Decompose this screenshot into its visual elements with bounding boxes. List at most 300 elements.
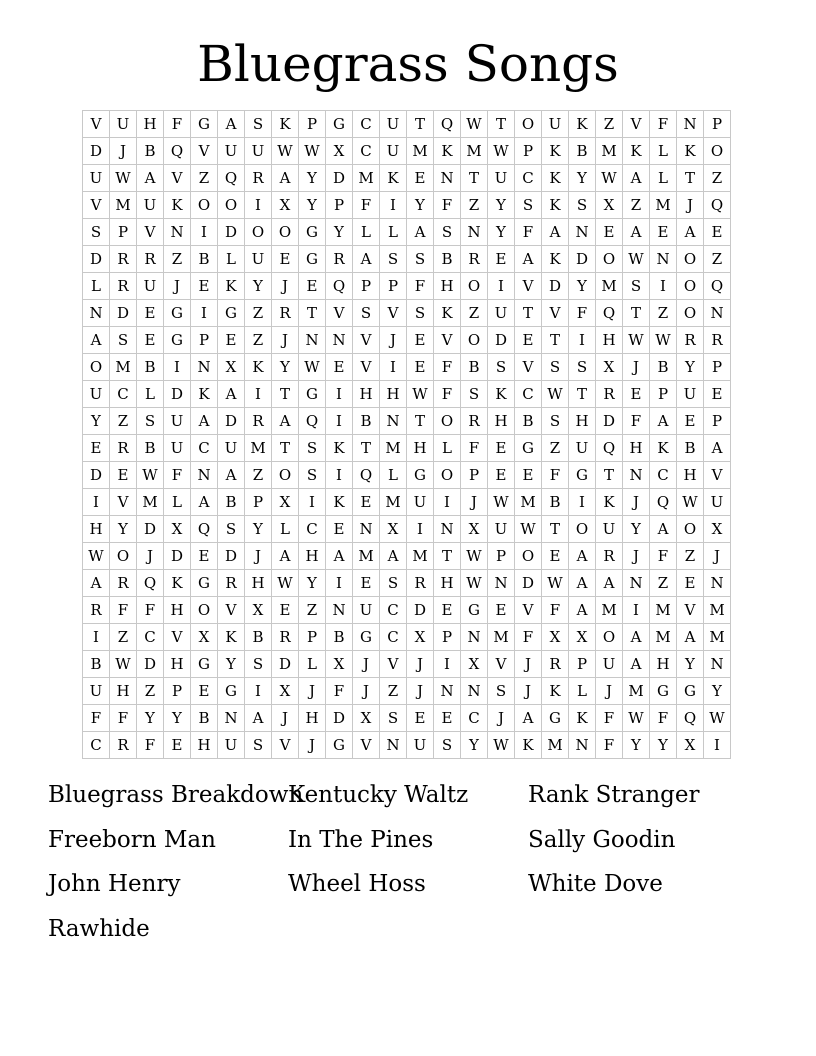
grid-cell: H (407, 435, 434, 462)
grid-cell: F (434, 192, 461, 219)
grid-cell: M (650, 192, 677, 219)
grid-cell: P (191, 327, 218, 354)
grid-cell: E (299, 273, 326, 300)
grid-cell: O (677, 273, 704, 300)
grid-cell: E (488, 435, 515, 462)
grid-cell: C (353, 111, 380, 138)
grid-cell: W (110, 651, 137, 678)
grid-cell: U (245, 246, 272, 273)
grid-cell: I (326, 408, 353, 435)
grid-cell: T (299, 300, 326, 327)
grid-cell: D (218, 543, 245, 570)
grid-cell: I (245, 192, 272, 219)
grid-cell: J (353, 678, 380, 705)
grid-cell: G (650, 678, 677, 705)
grid-cell: I (488, 273, 515, 300)
grid-cell: N (380, 732, 407, 759)
grid-cell: N (326, 597, 353, 624)
grid-cell: S (434, 219, 461, 246)
grid-cell: J (110, 138, 137, 165)
grid-cell: A (218, 381, 245, 408)
grid-cell: L (272, 516, 299, 543)
grid-cell: A (380, 543, 407, 570)
grid-cell: Y (677, 651, 704, 678)
grid-cell: V (272, 732, 299, 759)
word-list-item: Freeborn Man (48, 826, 216, 853)
grid-cell: Z (542, 435, 569, 462)
grid-cell: K (164, 570, 191, 597)
grid-cell: G (299, 219, 326, 246)
grid-cell: W (83, 543, 110, 570)
grid-cell: E (434, 705, 461, 732)
grid-cell: F (461, 435, 488, 462)
grid-cell: X (245, 597, 272, 624)
grid-cell: J (623, 543, 650, 570)
grid-cell: I (326, 381, 353, 408)
grid-cell: E (137, 300, 164, 327)
grid-cell: P (650, 381, 677, 408)
grid-row (83, 678, 731, 705)
grid-cell: U (704, 489, 731, 516)
grid-cell: N (434, 165, 461, 192)
grid-cell: J (380, 327, 407, 354)
grid-row (83, 516, 731, 543)
grid-cell: K (569, 111, 596, 138)
grid-cell: D (83, 246, 110, 273)
grid-cell: T (272, 381, 299, 408)
grid-cell: A (272, 165, 299, 192)
grid-cell: C (137, 624, 164, 651)
grid-cell: J (407, 651, 434, 678)
grid-cell: B (569, 138, 596, 165)
grid-cell: P (434, 624, 461, 651)
grid-cell: W (515, 516, 542, 543)
grid-cell: Z (110, 408, 137, 435)
grid-cell: R (110, 435, 137, 462)
grid-cell: M (353, 165, 380, 192)
grid-cell: R (83, 597, 110, 624)
grid-cell: E (650, 219, 677, 246)
grid-cell: J (137, 543, 164, 570)
grid-row (83, 543, 731, 570)
grid-cell: O (434, 462, 461, 489)
grid-cell: J (164, 273, 191, 300)
grid-cell: L (137, 381, 164, 408)
grid-cell: T (569, 381, 596, 408)
grid-cell: S (137, 408, 164, 435)
grid-cell: U (218, 435, 245, 462)
grid-cell: L (83, 273, 110, 300)
grid-cell: A (542, 219, 569, 246)
grid-cell: E (137, 327, 164, 354)
grid-cell: U (407, 489, 434, 516)
grid-cell: C (380, 624, 407, 651)
grid-row (83, 246, 731, 273)
word-list-item: Rank Stranger (528, 782, 700, 808)
grid-cell: J (623, 489, 650, 516)
grid-cell: O (704, 138, 731, 165)
grid-cell: M (596, 138, 623, 165)
grid-cell: O (596, 246, 623, 273)
grid-cell: A (353, 246, 380, 273)
grid-cell: I (245, 678, 272, 705)
grid-cell: K (542, 246, 569, 273)
grid-cell: V (380, 651, 407, 678)
grid-cell: P (488, 543, 515, 570)
grid-cell: B (137, 435, 164, 462)
grid-cell: I (569, 327, 596, 354)
grid-cell: N (191, 354, 218, 381)
grid-cell: G (299, 246, 326, 273)
grid-cell: N (434, 678, 461, 705)
grid-cell: K (677, 138, 704, 165)
grid-cell: V (515, 597, 542, 624)
word-list-item: White Dove (528, 871, 663, 897)
grid-cell: E (407, 354, 434, 381)
grid-cell: D (326, 705, 353, 732)
grid-row (83, 327, 731, 354)
grid-cell: Y (488, 192, 515, 219)
grid-cell: J (353, 651, 380, 678)
grid-cell: A (623, 165, 650, 192)
grid-cell: D (164, 381, 191, 408)
grid-cell: X (704, 516, 731, 543)
grid-cell: A (83, 570, 110, 597)
grid-cell: W (623, 246, 650, 273)
grid-cell: U (488, 165, 515, 192)
grid-cell: N (623, 462, 650, 489)
grid-cell: F (407, 273, 434, 300)
grid-cell: V (380, 300, 407, 327)
grid-cell: A (704, 435, 731, 462)
grid-cell: G (191, 111, 218, 138)
grid-cell: Y (461, 732, 488, 759)
grid-cell: N (569, 732, 596, 759)
grid-cell: I (623, 597, 650, 624)
grid-cell: T (515, 300, 542, 327)
grid-cell: A (650, 516, 677, 543)
grid-cell: F (434, 354, 461, 381)
grid-cell: B (542, 489, 569, 516)
grid-cell: K (569, 705, 596, 732)
grid-cell: X (461, 516, 488, 543)
grid-cell: S (380, 246, 407, 273)
grid-cell: N (569, 219, 596, 246)
grid-cell: W (704, 705, 731, 732)
grid-cell: G (326, 732, 353, 759)
grid-cell: K (245, 354, 272, 381)
grid-cell: E (515, 462, 542, 489)
grid-cell: Z (245, 300, 272, 327)
grid-cell: K (542, 192, 569, 219)
grid-cell: A (569, 570, 596, 597)
grid-cell: N (353, 516, 380, 543)
grid-cell: B (218, 489, 245, 516)
grid-cell: S (623, 273, 650, 300)
grid-cell: E (191, 543, 218, 570)
grid-cell: P (164, 678, 191, 705)
grid-cell: R (218, 570, 245, 597)
grid-cell: F (434, 381, 461, 408)
grid-cell: P (704, 354, 731, 381)
grid-cell: B (137, 354, 164, 381)
grid-cell: W (650, 327, 677, 354)
grid-cell: H (623, 435, 650, 462)
grid-cell: V (83, 192, 110, 219)
grid-cell: M (596, 273, 623, 300)
grid-cell: T (434, 543, 461, 570)
grid-cell: W (137, 462, 164, 489)
grid-cell: R (272, 300, 299, 327)
grid-cell: F (83, 705, 110, 732)
page-title: Bluegrass Songs (197, 35, 619, 93)
grid-cell: N (380, 408, 407, 435)
grid-cell: F (596, 732, 623, 759)
grid-cell: F (515, 219, 542, 246)
grid-cell: I (407, 516, 434, 543)
grid-cell: A (326, 543, 353, 570)
grid-cell: W (299, 354, 326, 381)
grid-cell: N (434, 516, 461, 543)
grid-cell: V (137, 219, 164, 246)
grid-cell: D (488, 327, 515, 354)
grid-cell: E (110, 462, 137, 489)
grid-cell: M (407, 138, 434, 165)
grid-cell: X (380, 516, 407, 543)
grid-cell: U (488, 300, 515, 327)
word-list-item: Kentucky Waltz (288, 782, 469, 808)
grid-cell: L (650, 138, 677, 165)
grid-cell: B (461, 354, 488, 381)
grid-cell: D (326, 165, 353, 192)
grid-cell: G (569, 462, 596, 489)
grid-cell: H (110, 678, 137, 705)
grid-cell: N (461, 624, 488, 651)
grid-cell: Z (380, 678, 407, 705)
grid-cell: A (515, 246, 542, 273)
grid-row (83, 138, 731, 165)
grid-cell: Y (137, 705, 164, 732)
grid-cell: X (164, 516, 191, 543)
grid-cell: S (569, 354, 596, 381)
grid-cell: P (326, 192, 353, 219)
grid-cell: Z (650, 300, 677, 327)
grid-cell: Y (299, 165, 326, 192)
grid-cell: Q (704, 273, 731, 300)
grid-cell: N (488, 570, 515, 597)
grid-cell: S (407, 246, 434, 273)
grid-cell: S (299, 462, 326, 489)
grid-cell: M (353, 543, 380, 570)
grid-cell: X (677, 732, 704, 759)
grid-cell: R (137, 246, 164, 273)
grid-cell: C (299, 516, 326, 543)
grid-cell: V (191, 138, 218, 165)
grid-cell: F (137, 732, 164, 759)
grid-row (83, 219, 731, 246)
grid-cell: Z (650, 570, 677, 597)
grid-cell: N (191, 462, 218, 489)
grid-cell: P (299, 111, 326, 138)
grid-cell: I (191, 300, 218, 327)
grid-cell: T (272, 435, 299, 462)
grid-cell: T (407, 408, 434, 435)
grid-cell: L (569, 678, 596, 705)
grid-cell: G (677, 678, 704, 705)
grid-cell: M (380, 435, 407, 462)
grid-cell: W (299, 138, 326, 165)
grid-cell: H (353, 381, 380, 408)
grid-cell: W (623, 705, 650, 732)
grid-cell: W (461, 543, 488, 570)
grid-cell: M (488, 624, 515, 651)
grid-cell: H (191, 732, 218, 759)
grid-cell: C (650, 462, 677, 489)
grid-cell: M (650, 624, 677, 651)
grid-cell: X (326, 651, 353, 678)
grid-cell: I (434, 651, 461, 678)
grid-cell: U (137, 192, 164, 219)
grid-cell: D (272, 651, 299, 678)
grid-cell: G (461, 597, 488, 624)
grid-cell: P (353, 273, 380, 300)
grid-cell: H (434, 570, 461, 597)
grid-cell: B (83, 651, 110, 678)
grid-cell: R (110, 570, 137, 597)
grid-cell: I (164, 354, 191, 381)
grid-cell: O (677, 246, 704, 273)
grid-cell: J (596, 678, 623, 705)
grid-cell: I (326, 570, 353, 597)
grid-cell: G (353, 624, 380, 651)
grid-cell: E (488, 462, 515, 489)
grid-cell: E (434, 597, 461, 624)
grid-cell: K (218, 624, 245, 651)
grid-cell: A (218, 111, 245, 138)
grid-cell: G (164, 327, 191, 354)
grid-cell: S (299, 435, 326, 462)
grid-cell: T (353, 435, 380, 462)
grid-cell: L (650, 165, 677, 192)
grid-cell: I (434, 489, 461, 516)
grid-cell: R (461, 408, 488, 435)
grid-cell: I (83, 624, 110, 651)
grid-cell: H (245, 570, 272, 597)
grid-cell: P (515, 138, 542, 165)
grid-cell: D (137, 651, 164, 678)
grid-cell: Z (191, 165, 218, 192)
grid-cell: C (191, 435, 218, 462)
grid-cell: E (488, 246, 515, 273)
grid-row (83, 300, 731, 327)
grid-cell: E (407, 327, 434, 354)
grid-cell: O (434, 408, 461, 435)
grid-cell: E (542, 543, 569, 570)
grid-row (83, 165, 731, 192)
grid-cell: W (623, 327, 650, 354)
grid-cell: C (461, 705, 488, 732)
grid-cell: S (461, 381, 488, 408)
grid-cell: C (515, 381, 542, 408)
grid-cell: G (164, 300, 191, 327)
grid-cell: V (110, 489, 137, 516)
grid-cell: Y (164, 705, 191, 732)
grid-cell: M (380, 489, 407, 516)
grid-cell: N (704, 570, 731, 597)
grid-cell: U (83, 165, 110, 192)
grid-row (83, 354, 731, 381)
grid-cell: B (515, 408, 542, 435)
grid-cell: A (569, 543, 596, 570)
grid-row (83, 732, 731, 759)
grid-cell: D (596, 408, 623, 435)
grid-cell: G (191, 651, 218, 678)
grid-cell: E (164, 732, 191, 759)
grid-cell: V (83, 111, 110, 138)
grid-cell: X (596, 192, 623, 219)
grid-cell: L (380, 219, 407, 246)
grid-cell: J (299, 732, 326, 759)
grid-cell: G (515, 435, 542, 462)
grid-cell: J (407, 678, 434, 705)
grid-cell: E (596, 219, 623, 246)
grid-cell: J (488, 705, 515, 732)
grid-cell: U (542, 111, 569, 138)
grid-cell: R (110, 273, 137, 300)
grid-cell: S (245, 651, 272, 678)
grid-cell: Y (569, 273, 596, 300)
grid-cell: F (650, 111, 677, 138)
grid-cell: O (596, 624, 623, 651)
grid-cell: G (326, 111, 353, 138)
grid-cell: R (110, 246, 137, 273)
word-search-grid (82, 110, 731, 759)
grid-cell: Z (596, 111, 623, 138)
grid-cell: T (407, 111, 434, 138)
grid-cell: S (83, 219, 110, 246)
grid-cell: M (245, 435, 272, 462)
grid-cell: E (353, 570, 380, 597)
grid-cell: N (704, 300, 731, 327)
grid-cell: C (83, 732, 110, 759)
grid-cell: A (677, 219, 704, 246)
grid-row (83, 597, 731, 624)
grid-cell: Q (191, 516, 218, 543)
grid-cell: U (677, 381, 704, 408)
grid-cell: Q (326, 273, 353, 300)
grid-cell: O (272, 219, 299, 246)
grid-cell: T (596, 462, 623, 489)
grid-cell: Q (650, 489, 677, 516)
grid-cell: F (569, 300, 596, 327)
grid-cell: E (407, 705, 434, 732)
grid-cell: I (245, 381, 272, 408)
grid-cell: L (434, 435, 461, 462)
grid-cell: V (515, 273, 542, 300)
grid-cell: K (326, 435, 353, 462)
grid-cell: F (164, 462, 191, 489)
grid-cell: J (245, 543, 272, 570)
grid-cell: H (299, 705, 326, 732)
grid-cell: N (461, 678, 488, 705)
grid-cell: Q (704, 192, 731, 219)
grid-cell: X (272, 678, 299, 705)
grid-cell: X (353, 705, 380, 732)
grid-cell: L (353, 219, 380, 246)
grid-cell: H (596, 327, 623, 354)
grid-cell: W (461, 570, 488, 597)
grid-row (83, 570, 731, 597)
